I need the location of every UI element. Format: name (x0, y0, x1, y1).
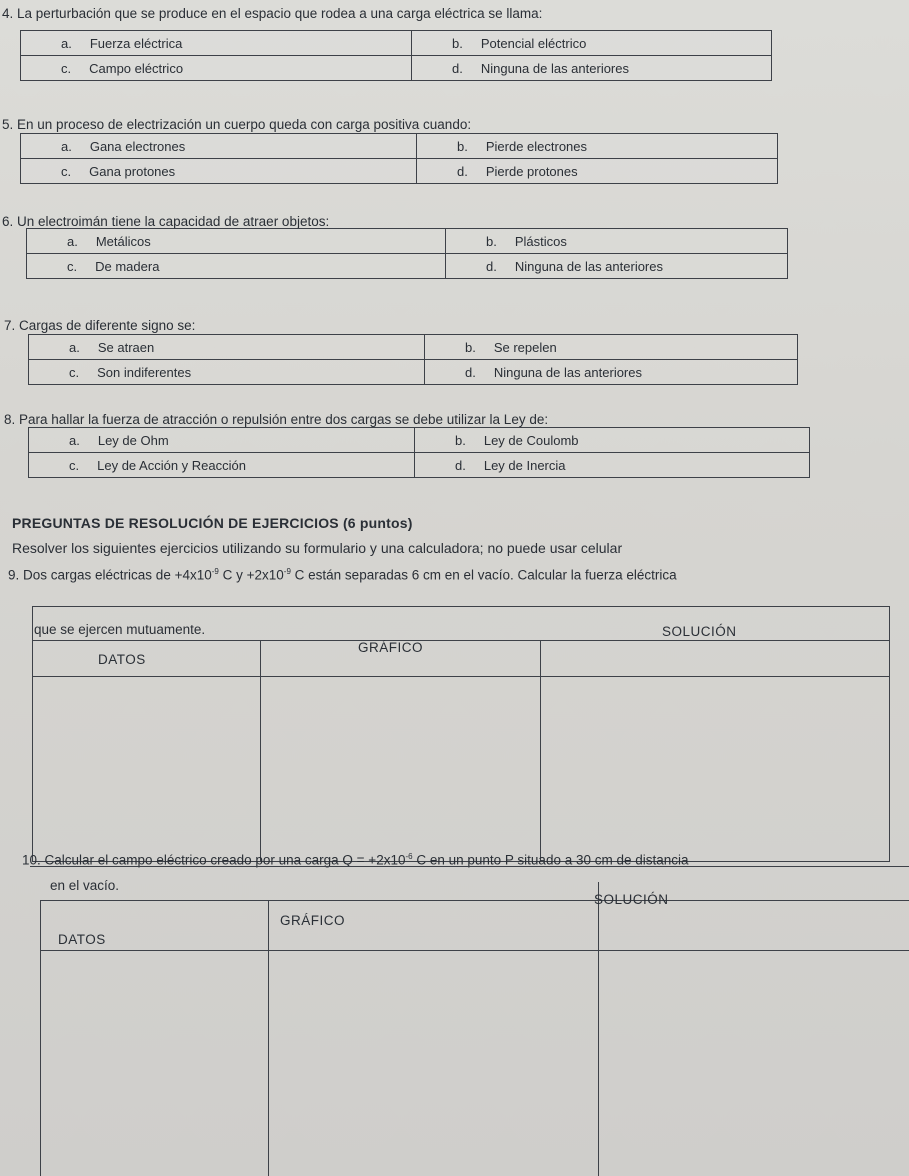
question-8-options (28, 427, 810, 478)
exercise-9-col-datos: DATOS (98, 652, 146, 667)
exercise-9-col-divider-2 (540, 640, 541, 861)
option-a[interactable]: a. Gana electrones (21, 134, 417, 159)
option-c[interactable]: c. Gana protones (21, 159, 417, 184)
option-d[interactable]: d. Ninguna de las anteriores (425, 360, 798, 385)
question-4-options (20, 30, 772, 81)
question-text: Un electroimán tiene la capacidad de atraer objetos: (17, 214, 330, 229)
option-b[interactable]: b. Potencial eléctrico (412, 31, 772, 56)
section-title: PREGUNTAS DE RESOLUCIÓN DE EJERCICIOS (6 puntos) (12, 515, 413, 531)
exercise-10-header-line (40, 900, 909, 901)
option-a[interactable]: a. Fuerza eléctrica (21, 31, 412, 56)
exercise-9-subheader-line (32, 640, 889, 641)
exercise-10-statement-line2: en el vacío. (50, 878, 120, 893)
option-d[interactable]: d. Ninguna de las anteriores (412, 56, 772, 81)
question-number: 5. (2, 117, 14, 132)
question-text: La perturbación que se produce en el espacio que rodea a una carga eléctrica se llama: (17, 6, 543, 21)
question-number: 7. (4, 318, 16, 333)
option-c[interactable]: c. Ley de Acción y Reacción (29, 453, 415, 478)
exercise-9-header-divider (32, 676, 889, 677)
exercise-10-col-datos: DATOS (58, 932, 106, 947)
option-b[interactable]: b. Pierde electrones (417, 134, 778, 159)
exercise-9-statement-line2: que se ejercen mutuamente. (34, 622, 206, 637)
question-number: 8. (4, 412, 16, 427)
exercise-10-left-border (40, 900, 41, 1176)
question-4-stem (2, 6, 542, 21)
option-a[interactable]: a. Metálicos (27, 229, 446, 254)
option-b[interactable]: b. Se repelen (425, 335, 798, 360)
option-b[interactable]: b. Ley de Coulomb (415, 428, 810, 453)
option-c[interactable]: c. Campo eléctrico (21, 56, 412, 81)
exercise-9-col-solucion: SOLUCIÓN (662, 624, 737, 639)
exercise-9-statement: 9. Dos cargas eléctricas de $+4x10^{-9}$ C $y +2x10^{-9}$ C están separadas 6 cm en el vacío. Calcular la fuerza eléctrica (8, 567, 677, 583)
exercise-9-col-grafico: GRÁFICO (358, 640, 424, 655)
section-instructions: Resolver los siguientes ejercicios utilizando su formulario y una calculadora; no puede usar celular (12, 540, 623, 556)
option-c[interactable]: c. De madera (27, 254, 446, 279)
option-a[interactable]: a. Se atraen (29, 335, 425, 360)
question-number: 6. (2, 214, 14, 229)
exercise-10-col-solucion: SOLUCIÓN (594, 892, 669, 907)
question-8-stem (4, 412, 548, 427)
exercise-9-answer-box (32, 606, 890, 862)
option-a[interactable]: a. Ley de Ohm (29, 428, 415, 453)
option-d[interactable]: d. Ley de Inercia (415, 453, 810, 478)
option-c[interactable]: c. Son indiferentes (29, 360, 425, 385)
question-7-stem (4, 318, 195, 333)
option-d[interactable]: d. Pierde protones (417, 159, 778, 184)
exercise-10-header-divider (40, 950, 909, 951)
exercise-10-statement: 10. Calcular el campo eléctrico creado por una carga $Q = +2x10^{-6}$ C en un punto P situado a 30 cm de distancia (22, 852, 689, 868)
exercise-10-top-line (30, 866, 909, 867)
exercise-9-col-divider-1 (260, 640, 261, 861)
question-text: En un proceso de electrización un cuerpo queda con carga positiva cuando: (17, 117, 472, 132)
exercise-10-col-grafico: GRÁFICO (280, 913, 346, 928)
question-text: Para hallar la fuerza de atracción o repulsión entre dos cargas se debe utilizar la Ley de: (19, 412, 549, 427)
question-6-stem (2, 214, 329, 229)
question-5-stem (2, 117, 471, 132)
question-7-options (28, 334, 798, 385)
question-text: Cargas de diferente signo se: (19, 318, 196, 333)
option-d[interactable]: d. Ninguna de las anteriores (446, 254, 788, 279)
exercise-10-col-divider-1 (268, 900, 269, 1176)
question-number: 4. (2, 6, 14, 21)
question-6-options (26, 228, 788, 279)
exercise-10-col-divider-2 (598, 882, 599, 1176)
question-5-options (20, 133, 778, 184)
option-b[interactable]: b. Plásticos (446, 229, 788, 254)
